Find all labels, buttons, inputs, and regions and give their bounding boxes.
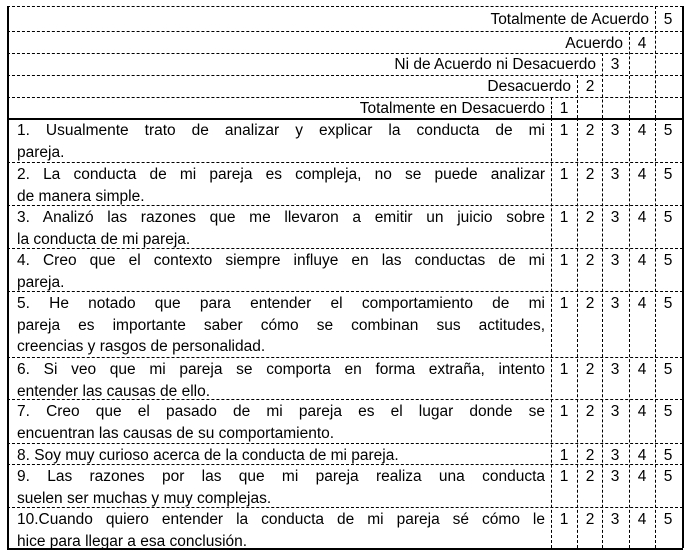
body-column-line <box>577 118 578 548</box>
question-line: hice para llegar a esa conclusión. <box>17 532 248 550</box>
rating-option-5[interactable]: 5 <box>663 361 673 378</box>
rating-option-2[interactable]: 2 <box>585 209 595 226</box>
rating-option-3[interactable]: 3 <box>610 447 620 464</box>
question-line: pareja. <box>17 273 65 291</box>
rating-option-2[interactable]: 2 <box>585 295 595 312</box>
scale-value-5: 5 <box>663 11 673 28</box>
scale-label-2: Desacuerdo <box>487 78 571 95</box>
rating-option-2[interactable]: 2 <box>585 511 595 528</box>
question-text <box>17 509 545 552</box>
scale-value-1: 1 <box>559 99 569 117</box>
question-line: 7. Creo que el pasado de mi pareja es el lugar donde se <box>17 403 545 420</box>
rating-option-3[interactable]: 3 <box>610 361 620 378</box>
table-left-border <box>7 6 9 548</box>
rating-option-4[interactable]: 4 <box>637 468 647 485</box>
scale-label-4: Acuerdo <box>565 34 623 52</box>
rating-option-4[interactable]: 4 <box>637 511 647 528</box>
rating-option-5[interactable]: 5 <box>663 511 673 528</box>
rating-option-5[interactable]: 5 <box>663 209 673 226</box>
rating-option-3[interactable]: 3 <box>610 252 620 269</box>
rating-option-2[interactable]: 2 <box>585 403 595 420</box>
rating-option-4[interactable]: 4 <box>637 166 647 183</box>
rating-option-2[interactable]: 2 <box>585 166 595 183</box>
header-column-line <box>629 32 630 118</box>
header-column-line <box>602 53 603 118</box>
question-line: 4. Creo que el contexto siempre influye en las conductas de mi <box>17 252 545 269</box>
question-line: 3. Analizó las razones que me llevaron a emitir un juicio sobre <box>17 209 545 226</box>
question-text <box>17 293 545 358</box>
rating-option-5[interactable]: 5 <box>663 122 673 139</box>
question-text <box>17 120 545 163</box>
question-text <box>17 207 545 250</box>
question-text <box>17 164 545 207</box>
question-line: 10.Cuando quiero entender la conducta de mi pareja sé cómo le <box>17 511 545 528</box>
rating-option-2[interactable]: 2 <box>585 447 595 464</box>
question-line: entender las causas de ello. <box>17 382 211 400</box>
scale-label-1: Totalmente en Desacuerdo <box>359 99 545 117</box>
question-line: encuentran las causas de su comportamiento. <box>17 424 335 442</box>
rating-option-3[interactable]: 3 <box>610 122 620 139</box>
question-line: 5. He notado que para entender el comportamiento de mi <box>17 295 545 312</box>
rating-option-3[interactable]: 3 <box>610 468 620 485</box>
rating-option-1[interactable]: 1 <box>559 511 569 528</box>
rating-option-3[interactable]: 3 <box>610 403 620 420</box>
header-top-line <box>7 6 683 7</box>
header-column-line <box>551 97 552 118</box>
rating-option-2[interactable]: 2 <box>585 361 595 378</box>
body-column-line <box>551 118 552 548</box>
rating-option-4[interactable]: 4 <box>637 361 647 378</box>
header-column-line <box>577 75 578 118</box>
question-text <box>17 445 545 467</box>
rating-option-4[interactable]: 4 <box>637 122 647 139</box>
question-text <box>17 250 545 293</box>
rating-option-2[interactable]: 2 <box>585 468 595 485</box>
question-line: 9. Las razones por las que mi pareja realiza una conducta <box>17 468 545 485</box>
rating-option-1[interactable]: 1 <box>559 403 569 420</box>
rating-option-4[interactable]: 4 <box>637 403 647 420</box>
question-line: pareja es importante saber cómo se combinan sus actitudes, <box>17 316 545 334</box>
rating-option-5[interactable]: 5 <box>663 403 673 420</box>
rating-option-2[interactable]: 2 <box>585 122 595 139</box>
question-text <box>17 359 545 402</box>
scale-label-3: Ni de Acuerdo ni Desacuerdo <box>394 56 596 73</box>
question-text <box>17 466 545 509</box>
question-line: creencias y rasgos de personalidad. <box>17 338 266 355</box>
rating-option-4[interactable]: 4 <box>637 295 647 312</box>
rating-option-1[interactable]: 1 <box>559 361 569 378</box>
rating-option-5[interactable]: 5 <box>663 166 673 183</box>
rating-option-2[interactable]: 2 <box>585 252 595 269</box>
rating-option-3[interactable]: 3 <box>610 166 620 183</box>
question-line: 6. Si veo que mi pareja se comporta en forma extraña, intento <box>17 361 545 378</box>
rating-option-5[interactable]: 5 <box>663 295 673 312</box>
rating-option-1[interactable]: 1 <box>559 252 569 269</box>
rating-option-1[interactable]: 1 <box>559 122 569 139</box>
question-text <box>17 401 545 444</box>
question-line: la conducta de mi pareja. <box>17 230 191 248</box>
rating-option-4[interactable]: 4 <box>637 447 647 464</box>
header-row-divider <box>7 97 683 98</box>
rating-option-4[interactable]: 4 <box>637 209 647 226</box>
question-line: pareja. <box>17 143 65 161</box>
question-line: suelen ser muchas y muy complejas. <box>17 489 272 507</box>
rating-option-1[interactable]: 1 <box>559 447 569 464</box>
question-line: 2. La conducta de mi pareja es compleja, no se puede analizar <box>17 166 545 183</box>
table-right-border <box>682 6 684 548</box>
rating-option-1[interactable]: 1 <box>559 295 569 312</box>
scale-value-2: 2 <box>585 78 595 95</box>
rating-option-4[interactable]: 4 <box>637 252 647 269</box>
question-line: de manera simple. <box>17 187 145 205</box>
body-column-line <box>629 118 630 548</box>
body-column-line <box>655 118 656 548</box>
rating-option-3[interactable]: 3 <box>610 209 620 226</box>
scale-value-4: 4 <box>637 34 647 52</box>
header-column-line <box>655 6 656 118</box>
rating-option-5[interactable]: 5 <box>663 447 673 464</box>
rating-option-1[interactable]: 1 <box>559 209 569 226</box>
question-line: 8. Soy muy curioso acerca de la conducta de mi pareja. <box>17 447 399 464</box>
scale-label-5: Totalmente de Acuerdo <box>490 11 649 28</box>
question-line: 1. Usualmente trato de analizar y explicar la conducta de mi <box>17 122 545 139</box>
rating-option-3[interactable]: 3 <box>610 511 620 528</box>
rating-option-5[interactable]: 5 <box>663 468 673 485</box>
rating-option-3[interactable]: 3 <box>610 295 620 312</box>
scale-value-3: 3 <box>610 56 620 73</box>
rating-option-1[interactable]: 1 <box>559 468 569 485</box>
rating-option-1[interactable]: 1 <box>559 166 569 183</box>
body-column-line <box>602 118 603 548</box>
rating-option-5[interactable]: 5 <box>663 252 673 269</box>
